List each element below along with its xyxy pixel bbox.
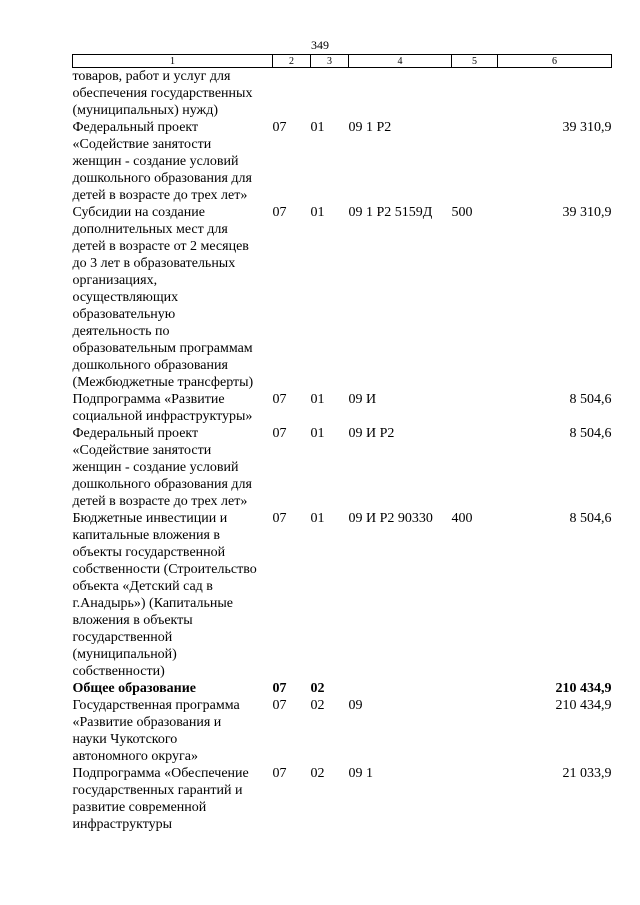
row-name-line: образовательную bbox=[72, 307, 176, 322]
subsection-code: 01 bbox=[310, 392, 325, 407]
table-row bbox=[73, 68, 612, 120]
expense-type bbox=[452, 680, 498, 697]
row-name bbox=[73, 510, 273, 680]
column-number: 2 bbox=[273, 55, 311, 68]
row-name-line: женщин - создание условий bbox=[72, 460, 239, 475]
amount: 8 504,6 bbox=[569, 426, 612, 441]
row-name-line: дошкольного образования для bbox=[72, 171, 252, 186]
row-name-line: объекты государственной bbox=[72, 545, 226, 560]
target-article: 09 1 P2 5159Д bbox=[348, 205, 433, 220]
expense-type bbox=[452, 697, 498, 765]
row-name-line: Федеральный проект bbox=[72, 426, 199, 441]
subsection-code bbox=[311, 68, 349, 120]
row-name-line: дошкольного образования bbox=[72, 358, 228, 373]
row-name-line: г.Анадырь») (Капитальные bbox=[72, 596, 233, 611]
row-name-line: развитие современной bbox=[72, 800, 207, 815]
expense-type bbox=[452, 119, 498, 204]
table-row bbox=[73, 765, 612, 833]
subsection-code: 02 bbox=[310, 681, 325, 696]
section-code: 07 bbox=[272, 392, 287, 407]
column-number: 6 bbox=[498, 55, 612, 68]
target-article: 09 bbox=[348, 698, 363, 713]
target-article bbox=[349, 68, 452, 120]
row-name-line: до 3 лет в образовательных bbox=[72, 256, 236, 271]
row-name bbox=[73, 765, 273, 833]
row-name bbox=[73, 68, 273, 120]
row-name-line: осуществляющих bbox=[72, 290, 179, 305]
row-name-line: Подпрограмма «Обеспечение bbox=[72, 766, 249, 781]
expense-type bbox=[452, 68, 498, 120]
row-name-line: инфраструктуры bbox=[72, 817, 173, 832]
row-name-line: дошкольного образования для bbox=[72, 477, 252, 492]
target-article: 09 1 bbox=[348, 766, 373, 781]
row-name-line: (муниципальных) нужд) bbox=[72, 103, 219, 118]
row-name-line: Федеральный проект bbox=[72, 120, 199, 135]
row-name-line: собственности) bbox=[72, 664, 165, 679]
row-name-line: собственности (Строительство bbox=[72, 562, 257, 577]
target-article: 09 И bbox=[348, 392, 377, 407]
section-code: 07 bbox=[272, 766, 287, 781]
row-name bbox=[73, 680, 273, 697]
row-name-line: обеспечения государственных bbox=[72, 86, 253, 101]
row-name bbox=[73, 697, 273, 765]
row-name-line: детей в возрасте до трех лет» bbox=[72, 188, 248, 203]
amount: 39 310,9 bbox=[562, 120, 612, 135]
row-name-line: «Содействие занятости bbox=[72, 443, 212, 458]
section-code bbox=[273, 68, 311, 120]
row-name-line: женщин - создание условий bbox=[72, 154, 239, 169]
table-row bbox=[73, 425, 612, 510]
expense-type: 400 bbox=[451, 511, 473, 526]
column-number: 4 bbox=[349, 55, 452, 68]
row-name-line: социальной инфраструктуры» bbox=[72, 409, 253, 424]
row-name-line: Субсидии на создание bbox=[72, 205, 205, 220]
target-article: 09 И P2 90330 bbox=[348, 511, 433, 526]
expense-type bbox=[452, 765, 498, 833]
table-row bbox=[73, 204, 612, 391]
row-name-line: образовательным программам bbox=[72, 341, 253, 356]
section-code: 07 bbox=[272, 681, 287, 696]
table-row bbox=[73, 391, 612, 425]
amount: 8 504,6 bbox=[569, 511, 612, 526]
section-code: 07 bbox=[272, 511, 287, 526]
row-name-line: деятельность по bbox=[72, 324, 170, 339]
column-number: 1 bbox=[73, 55, 273, 68]
row-name-line: «Содействие занятости bbox=[72, 137, 212, 152]
row-name bbox=[73, 204, 273, 391]
section-code: 07 bbox=[272, 698, 287, 713]
row-name-line: организациях, bbox=[72, 273, 158, 288]
subsection-code: 01 bbox=[310, 205, 325, 220]
subsection-code: 01 bbox=[310, 426, 325, 441]
row-name-line: Подпрограмма «Развитие bbox=[72, 392, 225, 407]
section-code: 07 bbox=[272, 120, 287, 135]
target-article bbox=[349, 680, 452, 697]
column-number: 5 bbox=[452, 55, 498, 68]
row-name-line: товаров, работ и услуг для bbox=[72, 69, 231, 84]
row-name-line: государственной bbox=[72, 630, 173, 645]
row-name bbox=[73, 391, 273, 425]
amount: 8 504,6 bbox=[569, 392, 612, 407]
row-name-line: (муниципальной) bbox=[72, 647, 177, 662]
row-name-line: государственных гарантий и bbox=[72, 783, 243, 798]
subsection-code: 02 bbox=[310, 698, 325, 713]
amount: 210 434,9 bbox=[555, 698, 612, 713]
row-name-line: дополнительных мест для bbox=[72, 222, 228, 237]
target-article: 09 И P2 bbox=[348, 426, 395, 441]
row-name-line: автономного округа» bbox=[72, 749, 198, 764]
amount bbox=[498, 68, 612, 120]
table-row bbox=[73, 510, 612, 680]
row-name-line: (Межбюджетные трансферты) bbox=[72, 375, 254, 390]
row-name-line: объекта «Детский сад в bbox=[72, 579, 213, 594]
row-name-line: науки Чукотского bbox=[72, 732, 178, 747]
page-number: 349 bbox=[311, 38, 329, 52]
row-name-line: капитальные вложения в bbox=[72, 528, 221, 543]
row-name-line: вложения в объекты bbox=[72, 613, 193, 628]
row-name-line: Государственная программа bbox=[72, 698, 240, 713]
expense-type bbox=[452, 425, 498, 510]
expense-type bbox=[452, 391, 498, 425]
row-name-line: Бюджетные инвестиции и bbox=[72, 511, 228, 526]
row-name-line: детей в возрасте до трех лет» bbox=[72, 494, 248, 509]
table-row bbox=[73, 680, 612, 697]
subsection-code: 01 bbox=[310, 511, 325, 526]
target-article: 09 1 P2 bbox=[348, 120, 392, 135]
amount: 210 434,9 bbox=[555, 681, 612, 696]
amount: 21 033,9 bbox=[562, 766, 612, 781]
row-name-line: Общее образование bbox=[72, 681, 197, 696]
row-name-line: детей в возрасте от 2 месяцев bbox=[72, 239, 249, 254]
expense-type: 500 bbox=[451, 205, 473, 220]
column-number-row bbox=[73, 55, 612, 68]
table-row bbox=[73, 697, 612, 765]
amount: 39 310,9 bbox=[562, 205, 612, 220]
row-name bbox=[73, 119, 273, 204]
subsection-code: 01 bbox=[310, 120, 325, 135]
subsection-code: 02 bbox=[310, 766, 325, 781]
row-name-line: «Развитие образования и bbox=[72, 715, 222, 730]
budget-table bbox=[72, 54, 612, 833]
section-code: 07 bbox=[272, 205, 287, 220]
table-row bbox=[73, 119, 612, 204]
column-number: 3 bbox=[311, 55, 349, 68]
row-name bbox=[73, 425, 273, 510]
section-code: 07 bbox=[272, 426, 287, 441]
